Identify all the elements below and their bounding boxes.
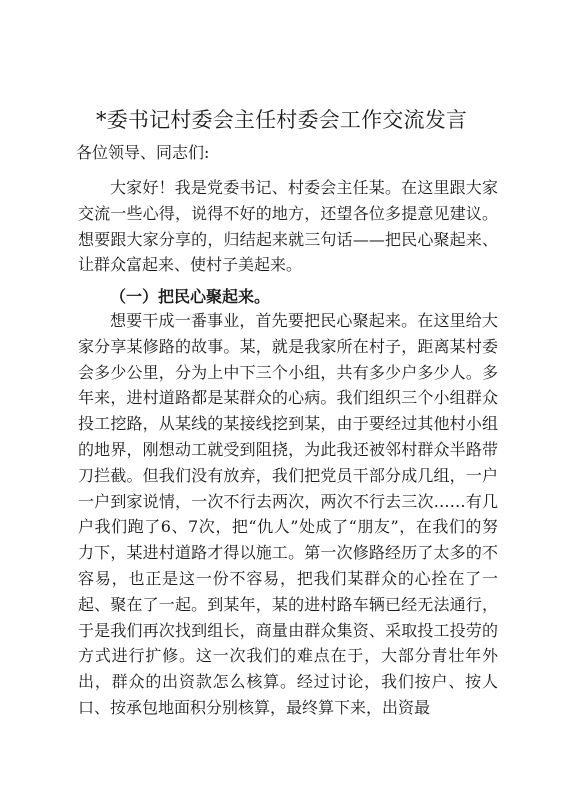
paragraph-1: 大家好！我是党委书记、村委会主任某。在这里跟大家交流一些心得，说得不好的地方，还望各位多提意见建议。想要跟大家分享的，归结起来就三句话——把民心聚起来、让群众富起来、使村子美起来。 bbox=[78, 178, 498, 275]
section-heading-1: （一）把民心聚起来。 bbox=[110, 287, 271, 306]
paragraph-2: 想要干成一番事业，首先要把民心聚起来。在这里给大家分享某修路的故事。某，就是我家所在村子，距离某村委会多少公里，分为上中下三个小组，共有多少户多少人。多年来，进村道路都是某群众的心病。我们组织三个小组群众投工挖路，从某线的某接线挖到某，由于要经过其他村小组的地界，刚想动工就受到阻挠，为此我还被邻村群众半路带刀拦截。但我们没有放弃，我们把党员干部分成几组，一户一户到家说情，一次不行去两次，两次不行去三次……有几户我们跑了6、7次，把“仇人”处成了“朋友”，在我们的努力下，某进村道路才得以施工。第一次修路经历了太多的不容易，也正是这一份不容易，把我们某群众的心拴在了一起、聚在了一起。到某年，某的进村路车辆已经无法通行，于是我们再次找到组长，商量由群众集资、采取投工投劳的方式进行扩修。这一次我们的难点在于，大部分青壮年外出，群众的出资款怎么核算。经过讨论，我们按户、按人口、按承包地面积分别核算，最终算下来，出资最 bbox=[78, 311, 498, 717]
salutation: 各位领导、同志们: bbox=[76, 143, 210, 162]
document-title: *委书记村委会主任村委会工作交流发言 bbox=[96, 108, 468, 132]
